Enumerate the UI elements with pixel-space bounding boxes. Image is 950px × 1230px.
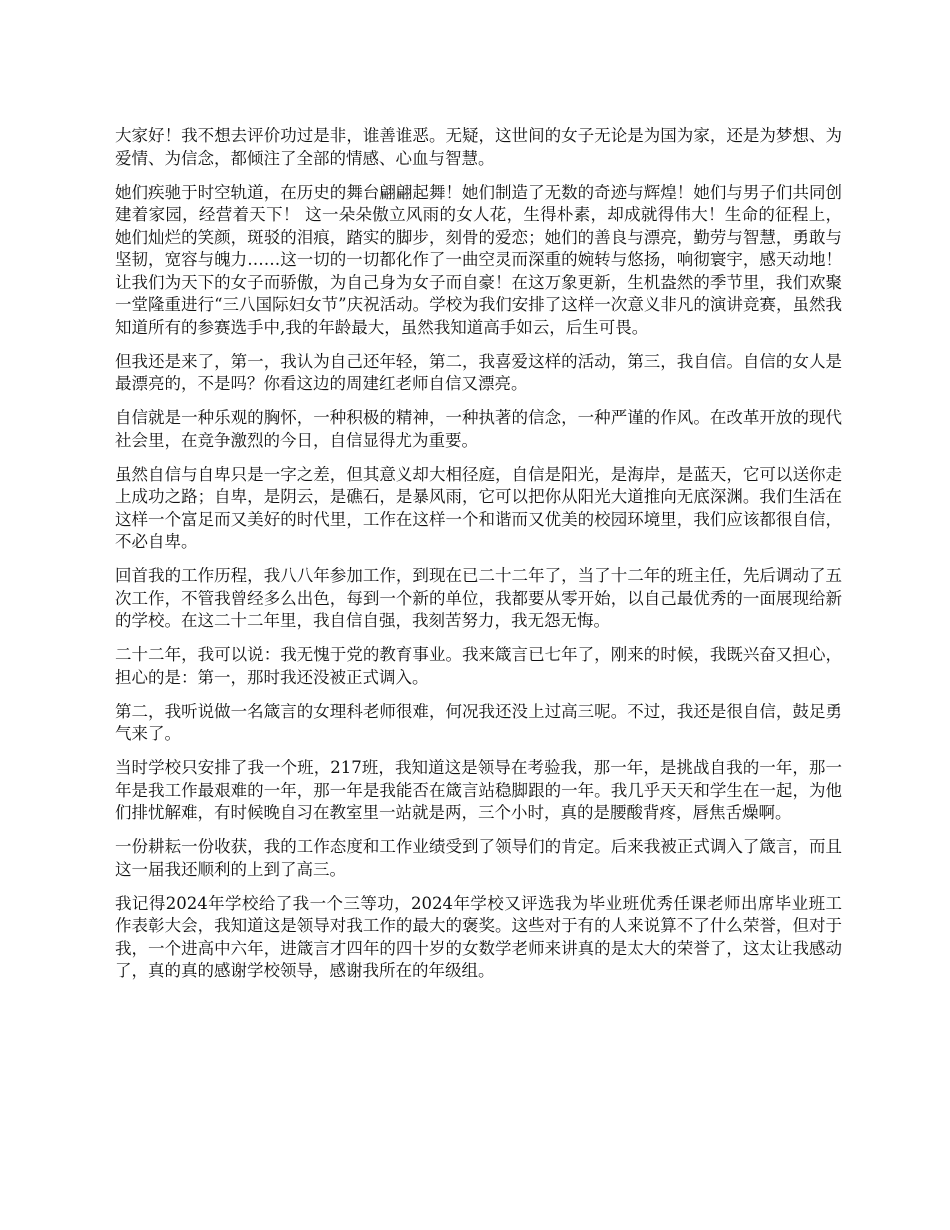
paragraph-6: 回首我的工作历程，我八八年参加工作，到现在已二十二年了，当了十二年的班主任，先后调动了五次工作，不管我曾经多么出色，每到一个新的单位，我都要从零开始，以自己最优秀的一面展现给新的学校。在这二十二年里，我自信自强，我刻苦努力，我无怨无悔。 [115,566,842,630]
paragraph-1: 大家好！我不想去评价功过是非，谁善谁恶。无疑，这世间的女子无论是为国为家，还是为梦想、为爱情、为信念，都倾注了全部的情感、心血与智慧。 [115,126,842,168]
paragraph-5: 虽然自信与自卑只是一字之差，但其意义却大相径庭，自信是阳光，是海岸，是蓝天，它可以送你走上成功之路；自卑，是阴云，是礁石，是暴风雨，它可以把你从阳光大道推向无底深渊。我们生活在这样一个富足而又美好的时代里，工作在这样一个和谐而又优美的校园环境里，我们应该都很自信，不必自卑。 [115,464,842,551]
paragraph-3: 但我还是来了，第一，我认为自己还年轻，第二，我喜爱这样的活动，第三，我自信。自信的女人是最漂亮的，不是吗？你看这边的周建红老师自信又漂亮。 [115,351,842,393]
document-body [115,125,842,994]
paragraph-10: 一份耕耘一份收获，我的工作态度和工作业绩受到了领导们的肯定。后来我被正式调入了箴言，而且这一届我还顺利的上到了高三。 [115,837,842,879]
paragraph-4: 自信就是一种乐观的胸怀，一种积极的精神，一种执著的信念，一种严谨的作风。在改革开放的现代社会里，在竞争激烈的今日，自信显得尤为重要。 [115,408,842,450]
paragraph-11: 我记得2024年学校给了我一个三等功，2024年学校又评选我为毕业班优秀任课老师出席毕业班工作表彰大会，我知道这是领导对我工作的最大的褒奖。这些对于有的人来说算不了什么荣誉，但对于我，一个进高中六年，进箴言才四年的四十岁的女数学老师来讲真的是太大的荣誉了，这太让我感动了，真的真的感谢学校领导，感谢我所在的年级组。 [115,893,842,980]
paragraph-2: 她们疾驰于时空轨道，在历史的舞台翩翩起舞！她们制造了无数的奇迹与辉煌！她们与男子们共同创建着家园，经营着天下！ 这一朵朵傲立风雨的女人花，生得朴素，却成就得伟大！生命的征程上，她们灿烂的笑颜，斑驳的泪痕，踏实的脚步，刻骨的爱恋；她们的善良与漂亮，勤劳与智慧，勇敢与坚韧，宽容与魄力……这一切的一切都化作了一曲空灵而深重的婉转与悠扬，响彻寰宇，感天动地！让我们为天下的女子而骄傲，为自己身为女子而自豪！在这万象更新，生机盎然的季节里，我们欢聚一堂隆重进行“三八国际妇女节”庆祝活动。学校为我们安排了这样一次意义非凡的演讲竞赛，虽然我知道所有的参赛选手中,我的年龄最大，虽然我知道高手如云，后生可畏。 [115,182,842,337]
paragraph-9: 当时学校只安排了我一个班，217班，我知道这是领导在考验我，那一年，是挑战自我的一年，那一年是我工作最艰难的一年，那一年是我能否在箴言站稳脚跟的一年。我几乎天天和学生在一起，为他们排忧解难，有时候晚自习在教室里一站就是两，三个小时，真的是腰酸背疼，唇焦舌燥啊。 [115,758,842,822]
paragraph-7: 二十二年，我可以说：我无愧于党的教育事业。我来箴言已七年了，刚来的时候，我既兴奋又担心，担心的是：第一，那时我还没被正式调入。 [115,645,842,687]
paragraph-8: 第二，我听说做一名箴言的女理科老师很难，何况我还没上过高三呢。不过，我还是很自信，鼓足勇气来了。 [115,701,842,743]
